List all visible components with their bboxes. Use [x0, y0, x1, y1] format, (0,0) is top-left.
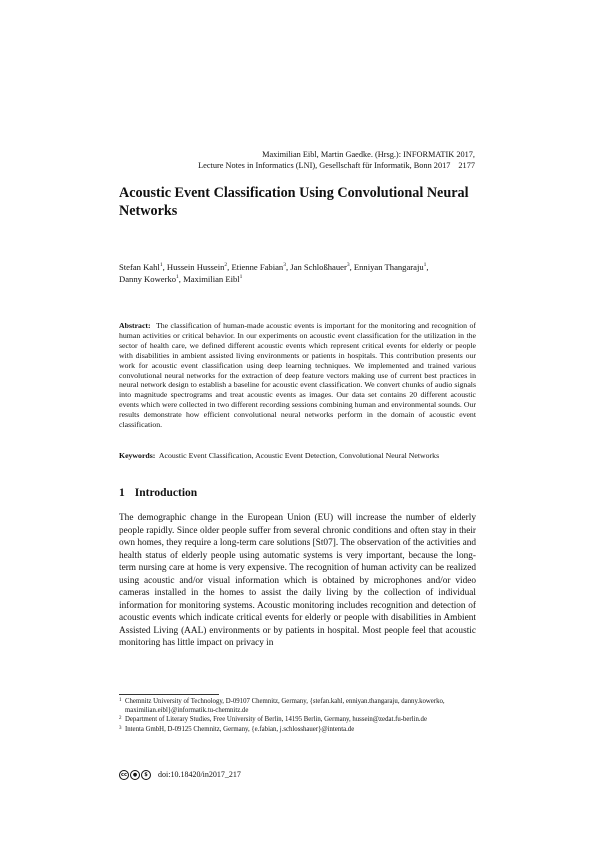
footnote-text: Chemnitz University of Technology, D-09107 Chemnitz, Germany, {stefan.kahl, enniyan.thangaraju, danny.kowerko, maximilian.eibl}@informatik.tu-chemnitz.de [125, 698, 445, 715]
page-number: 2177 [458, 161, 475, 170]
author [119, 262, 163, 272]
keywords [119, 451, 479, 461]
author [183, 274, 242, 284]
footnotes [119, 697, 476, 734]
running-header [150, 149, 475, 171]
footnote [119, 715, 476, 724]
header-line-2 [150, 160, 475, 171]
author [231, 262, 286, 272]
author [167, 262, 227, 272]
section-title: Introduction [134, 487, 198, 499]
author-name: Enniyan Thangaraju [353, 262, 424, 272]
abstract [119, 321, 476, 430]
footnote [119, 697, 476, 715]
author-affiliation: 1 [423, 262, 427, 268]
author-name: Danny Kowerko [119, 273, 177, 284]
author-name: Maximilian Eibl [183, 273, 240, 284]
paper-title: Acoustic Event Classification Using Convolutional Neural Networks [119, 185, 469, 219]
cc-icon: cc [119, 770, 129, 780]
footnote-text: Intenta GmbH, D-09125 Chemnitz, Germany, {e.fabian, j.schlosshauer}@intenta.de [125, 725, 355, 733]
author-affiliation: 3 [283, 262, 286, 268]
footnote-divider [119, 694, 219, 695]
author-name: Etienne Fabian [231, 262, 284, 272]
abstract-text: The classification of human-made acoustic events is important for the monitoring and recognition of human activities or critical behavior. In our experiments on acoustic event classification for the utilization in the sector of health care, we defined different acoustic events which represent critical events for elderly or people with disabilities in ambient assisted living environments or patients in hospitals. This contribution presents our work for acoustic event classification using deep learning techniques. We implemented and trained various convolutional neural networks for the extraction of deep feature vectors making use of current best practices in neural network design to establish a baseline for acoustic event classification. We convert chunks of audio signals into magnitude spectrograms and treat acoustic events as images. Our data set contains 20 different acoustic events which were collected in two different recording sessions combining human and environmental sounds. Our results demonstrate how efficient convolutional neural networks perform in the domain of acoustic event classification. [119, 321, 476, 430]
author [119, 274, 179, 284]
license-block [119, 769, 241, 781]
abstract-label: Abstract: [119, 321, 151, 330]
footnote-number: 1 [119, 698, 122, 703]
author-name: Hussein Hussein [166, 262, 225, 272]
author [290, 262, 349, 272]
footnote-text: Department of Literary Studies, Free University of Berlin, 14195 Berlin, Germany, hussein@zedat.fu-berlin.de [125, 716, 427, 724]
author [354, 262, 427, 272]
by-icon: ● [130, 770, 140, 780]
body-paragraph: The demographic change in the European Union (EU) will increase the number of elderly people rapidly. Since older people suffer from several chronic conditions and often stay in their own homes, they require a long-term care solutions [St07]. The observation of the activities and health status of elderly people using automatic systems is very important, because the long-term nursing care at home is very expensive. The recognition of human activity can be realized using acoustic and/or visual information which is obtained by microphones and/or video cameras installed in the homes to assist the daily living by the collection of individual information for monitoring systems. Acoustic monitoring includes recognition and detection of acoustic events which indicate critical events for elderly or people with disabilities in Ambient Assisted Living (AAL) environments or by patients in hospital. Most people feel that acoustic monitoring has little impact on privacy in [119, 513, 476, 648]
header-line-1: Maximilian Eibl, Martin Gaedke. (Hrsg.): INFORMATIK 2017, [262, 150, 475, 159]
footnote-number: 3 [119, 725, 122, 731]
doi-text: doi:10.18420/in2017_217 [158, 770, 241, 779]
header-line-2-text: Lecture Notes in Informatics (LNI), Gesellschaft für Informatik, Bonn 2017 [198, 161, 451, 170]
author-affiliation: 1 [176, 273, 179, 280]
author-affiliation: 2 [224, 262, 228, 268]
keywords-label: Keywords: [119, 451, 156, 460]
footnote-number: 2 [119, 716, 122, 722]
author-affiliation: 1 [239, 273, 243, 280]
author-list: Stefan Kahl$^1$, Hussein Hussein$^2$, Etienne Fabian$^3$, Jan Schloßhauer$^3$, Enniyan Thangaraju$^1$, Danny Kowerko$^1$, Maximilian Eibl$^1$ [119, 262, 429, 284]
nc-icon: $ [141, 770, 151, 780]
author-name: Stefan Kahl [119, 262, 160, 272]
footnote [119, 725, 476, 734]
section-number: 1 [119, 487, 125, 499]
keywords-text: Acoustic Event Classification, Acoustic Event Detection, Convolutional Neural Networks [158, 451, 440, 460]
section-heading [119, 486, 197, 500]
author-affiliation: 1 [159, 262, 163, 268]
author-name: Jan Schloßhauer [290, 262, 347, 272]
author-affiliation: 3 [346, 262, 350, 268]
